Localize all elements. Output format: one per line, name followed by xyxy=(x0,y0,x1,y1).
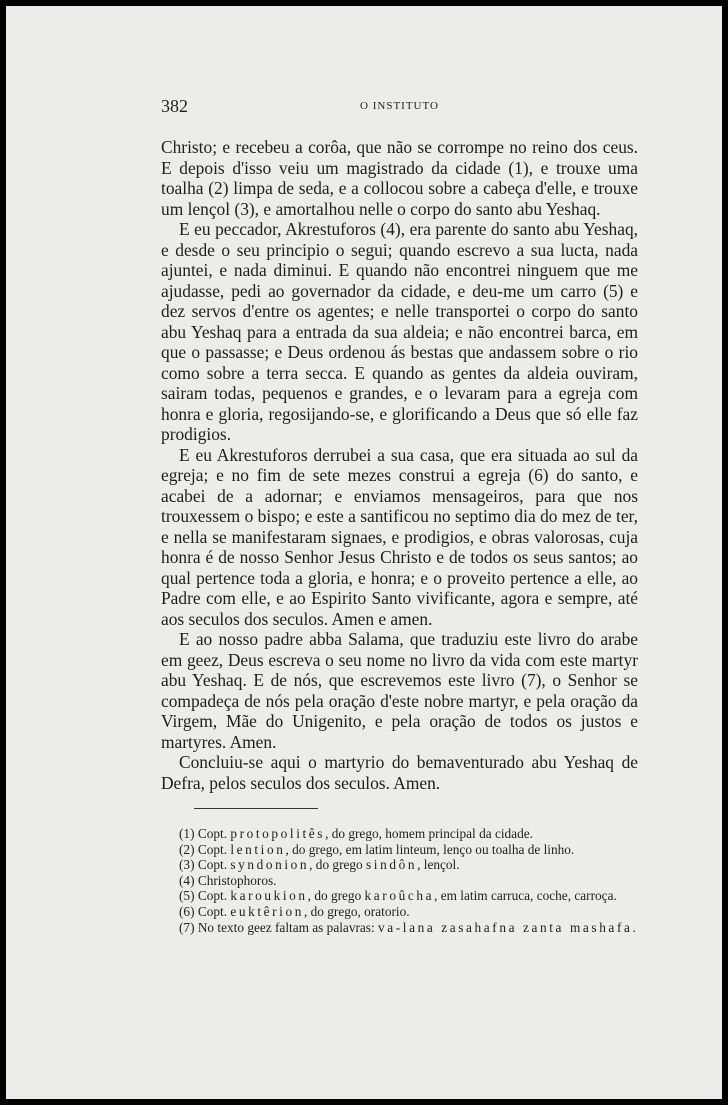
paragraph-1: Christo; e recebeu a corôa, que não se corrompe no reino dos ceus. E depois d'isso veiu um magistrado da cidade (1), e trouxe uma toalha (2) limpa de seda, e a collocou sobre a cabeça d'elle, e trouxe um lençol (3), e amortalhou nelle o corpo do santo abu Yeshaq. xyxy=(161,137,638,219)
footnote-4: (4) Christophoros. xyxy=(179,872,277,888)
paragraph-4: E ao nosso padre abba Salama, que traduziu este livro do arabe em geez, Deus escreva o seu nome no livro da vida com este martyr abu Yeshaq. E de nós, que escrevemos este livro (7), o Senhor se compadeça de nós pela oração d'este nobre martyr, e pela oração da Virgem, Mãe do Unigenito, e pela oração de todos os justos e martyres. Amen. xyxy=(161,629,638,752)
footnote-6: (6) Copt. euktêrion, do grego, oratorio. xyxy=(179,903,410,919)
footnote-3: (3) Copt. syndonion, do grego sindôn, lençol. xyxy=(179,857,460,873)
footnote-divider xyxy=(194,808,318,809)
paragraph-5: Concluiu-se aqui o martyrio do bemaventurado abu Yeshaq de Defra, pelos seculos dos seculos. Amen. xyxy=(161,752,638,793)
footnote-5: (5) Copt. karoukion, do grego karoûcha, em latim carruca, coche, carroça. xyxy=(179,888,617,904)
footnote-7: (7) No texto geez faltam as palavras: va-lana zasahafna zanta mashafa. xyxy=(179,919,636,935)
paragraph-2: E eu peccador, Akrestuforos (4), era parente do santo abu Yeshaq, e desde o seu principio o segui; quando escrevo a sua lucta, nada ajuntei, e nada diminui. E quando não encontrei ninguem que me ajudasse, pedi ao governador da cidade, e deu-me um carro (5) e dez servos d'entre os agentes; e nelle transportei o corpo do santo abu Yeshaq para a entrada da sua aldeia; e não encontrei barca, em que o passasse; e Deus ordenou ás bestas que andassem sobre o rio como sobre a terra secca. E quando as gentes da aldeia ouviram, sairam todas, pequenos e grandes, e o levaram para a egreja com honra e gloria, regosijando-se, e glorificando a Deus que só elle faz prodigios. xyxy=(161,219,638,444)
page-header xyxy=(161,96,638,116)
running-title: O INSTITUTO xyxy=(360,100,439,112)
footnotes xyxy=(161,826,638,935)
paragraph-3: E eu Akrestuforos derrubei a sua casa, que era situada ao sul da egreja; e no fim de sete mezes construi a egreja (6) do santo, e acabei de a adornar; e enviamos mensageiros, para que nos trouxessem o bispo; e este a santificou no septimo dia do mez de ter, e nella se manifestaram signaes, e prodigios, e obras valorosas, cuja honra é de nosso Senhor Jesus Christo e de todos os seus santos; ao qual pertence toda a gloria, e honra; e o proveito pertence a elle, ao Padre com elle, e ao Espirito Santo vivificante, agora e sempre, até aos seculos dos seculos. Amen e amen. xyxy=(161,444,638,629)
footnote-2: (2) Copt. lention, do grego, em latim linteum, lenço ou toalha de linho. xyxy=(179,841,575,857)
main-text xyxy=(161,137,638,793)
footnote-1: (1) Copt. protopolitês, do grego, homem principal da cidade. xyxy=(179,826,533,841)
book-page xyxy=(6,6,722,1099)
page-number: 382 xyxy=(161,96,188,116)
